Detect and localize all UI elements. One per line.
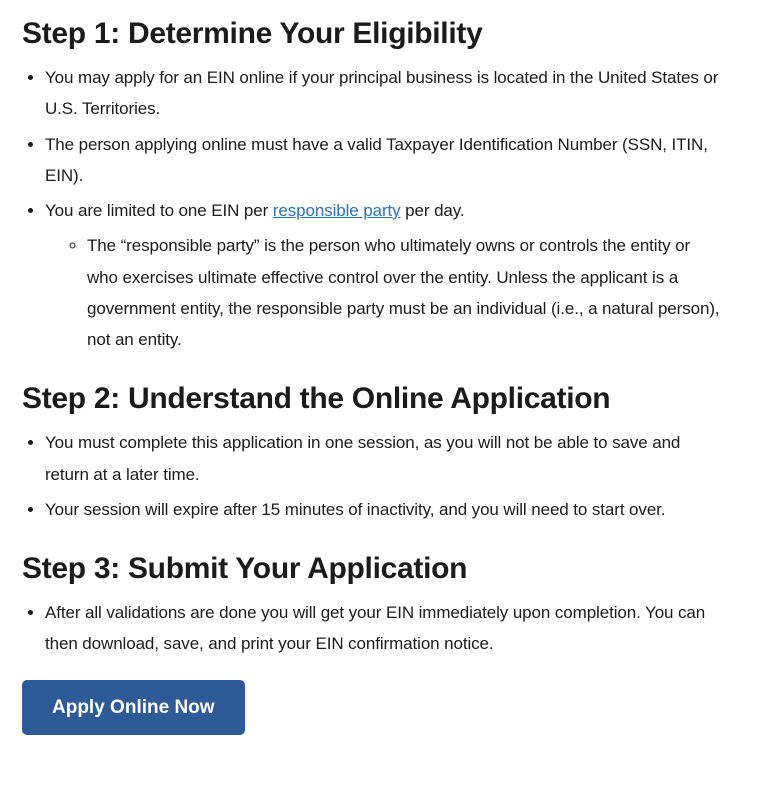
step-3-section [22, 551, 744, 660]
list-item-text: Your session will expire after 15 minutes of inactivity, and you will need to start over. [45, 499, 666, 519]
apply-online-now-button[interactable]: Apply Online Now [22, 680, 245, 735]
list-item-text: The person applying online must have a valid Taxpayer Identification Number (SSN, ITIN, EIN). [45, 134, 708, 185]
list-item [45, 129, 725, 192]
step-3-heading: Step 3: Submit Your Application [22, 552, 468, 586]
list-item [45, 597, 725, 660]
list-item-text: per day. [400, 201, 465, 221]
list-item [45, 195, 725, 355]
list-item [45, 427, 725, 490]
list-item [45, 62, 725, 125]
list-item-text: After all validations are done you will get your EIN immediately upon completion. You can then download, save, and print your EIN confirmation notice. [45, 603, 706, 654]
step-2-heading: Step 2: Understand the Online Application [22, 382, 611, 416]
sub-list-item [87, 230, 725, 355]
sub-list-item-text: The “responsible party” is the person who ultimately owns or controls the entity or who exercises ultimate effective control over the entity. Unless the applicant is a government entity, the responsible party must be an individual (i.e., a natural person), not an entity. [87, 236, 720, 350]
step-3-bullet-list [22, 597, 744, 660]
step-1-section [22, 16, 744, 355]
list-item-text: You must complete this application in one session, as you will not be able to save and return at a later time. [45, 433, 681, 484]
responsible-party-sub-list [45, 230, 725, 355]
list-item-text: You may apply for an EIN online if your principal business is located in the United States or U.S. Territories. [45, 68, 719, 119]
step-2-section [22, 381, 744, 525]
list-item [45, 494, 725, 525]
step-1-heading: Step 1: Determine Your Eligibility [22, 17, 483, 50]
responsible-party-link[interactable]: responsible party [272, 201, 401, 221]
step-1-bullet-list [22, 62, 744, 355]
step-2-bullet-list [22, 427, 744, 525]
list-item-text: You are limited to one EIN per [45, 201, 273, 221]
